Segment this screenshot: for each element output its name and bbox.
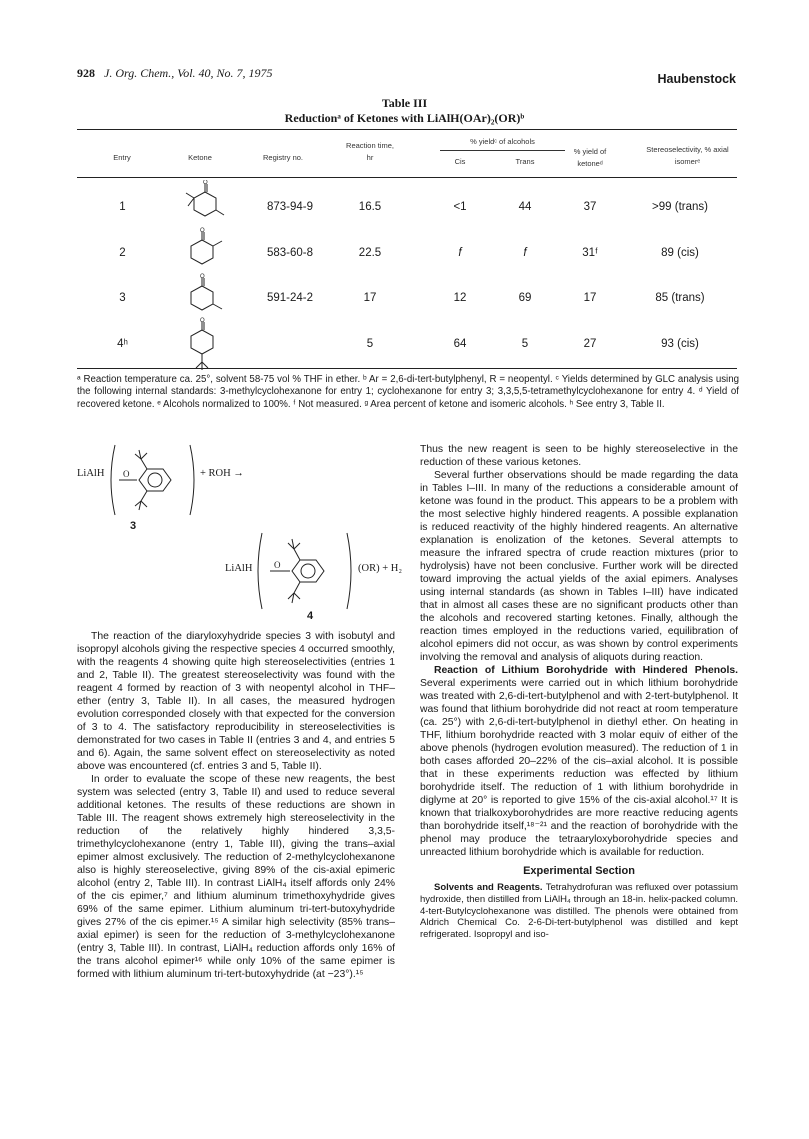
table-title: Reductionᵃ of Ketones with LiAlH(OAr)₂(OR)ᵇ — [284, 111, 525, 125]
reagent-lialh-right: LiAlH — [225, 563, 253, 574]
compound-label-4: 4 — [307, 610, 314, 622]
left-column — [77, 630, 395, 981]
svg-text:O: O — [123, 469, 130, 479]
paragraph: The reaction of the diaryloxyhydride species 3 with isobutyl and isopropyl alcohols giving the respective species 4 occurred smoothly, with the reagents 4 showing quite high stereoselectivities (entries 1 and 2, Table II). The greatest stereoselectivity was found with the reagent 4 formed by reaction of 3 with neopentyl alcohol in THF–ether (entry 3, Table II). In all cases, the measured hydrogen evolution corresponded closely with that expected for the conversion of 3 to 4. The satisfactory reproducibility in stereoselectivities is demonstrated for two cases in Table II (entries 3 and 4, and entries 5 and 6). Again, the same solvent effect on stereoselectivity as noted above was encountered (cf. entries 3 and 5, Table II). — [77, 631, 395, 772]
header-bottom-rule — [77, 177, 737, 178]
header-registry: Registry no. — [262, 153, 304, 162]
section-heading: Experimental Section — [523, 865, 635, 877]
aryloxy-structure-3 — [105, 440, 200, 520]
ketone-structure-4 — [182, 316, 226, 372]
cell-trans: f — [523, 247, 527, 259]
paragraph: Several further observations should be made regarding the data in Tables I–III. In many of the reductions a considerable amount of ketone was found in the product. This appears to be a problem with the most selective highly hindered reagents. A possible explanation is reduced reactivity of the highly hindered reagents. An alternative explanation is enolization of the ketones. Several attempts to measure the infrared spectra of crude reaction mixtures (prior to hydrolysis) have not been conclusive. Further work will be directed toward improving the actual yields of the axial epimers. Analyses using internal standards (as shown in Tables I–III) have indicated that in almost all cases these are no significant products other than the alcohols and recovered starting ketones. Finally, although the reaction times employed in the reductions varied, equilibration of alcohol epimers did not occur, as was shown by control experiments involving the removal and analysis of aliquots during reaction. — [420, 470, 738, 663]
cell-registry: 591-24-2 — [266, 292, 314, 304]
cell-cis: 64 — [453, 338, 467, 350]
svg-text:O: O — [200, 274, 205, 280]
svg-text:O: O — [274, 560, 281, 570]
ketone-structure-3 — [182, 272, 226, 318]
right-column — [420, 443, 738, 941]
running-header — [77, 66, 273, 81]
cell-ketone-yield: 31ᶠ — [582, 247, 598, 259]
svg-text:O: O — [200, 318, 205, 324]
cell-entry: 4ʰ — [117, 338, 128, 350]
table-bottom-rule — [77, 368, 737, 369]
cell-entry: 1 — [119, 201, 126, 213]
cell-registry: 583-60-8 — [266, 247, 314, 259]
cell-cis: f — [458, 247, 462, 259]
header-cis: Cis — [454, 157, 466, 166]
product-or-h2: (OR) + H₂ — [358, 563, 402, 574]
paragraph: In order to evaluate the scope of these new reagents, the best system was selected (entry 3, Table II) and used to reduce several additional ketones. The results of these reductions are shown in Table III. The reagent shows extremely high stereoselectivity in the reduction of the relatively highly hindered 3,3,5-trimethylcyclohexanone (entry 1, Table III), giving the trans–axial epimer almost exclusively. The reduction of 2-methylcyclohexanone also is highly stereoselective, giving 89% of the cis-axial epimeric alcohol (entry 2, Table III). In contrast LiAlH₄ itself affords only 24% of the cis epimer,⁷ and lithium aluminum trimethoxyhydride gives 69% of the same epimer. Lithium aluminum tri-tert-butoxyhydride gives 27% of the cis epimer.¹⁵ A similar high selectivity (85% trans–axial epimer) is seen for the reduction of 3-methylcyclohexanone (entry 3, Table III). In contrast, LiAlH₄ reduction affords only 16% of the trans alcohol epimer¹⁶ while only 10% of the same epimer is formed with lithium aluminum tri-tert-butoxyhydride (at −23°).¹⁵ — [77, 774, 395, 980]
header-yield-ketone: % yield of ketoneᵈ — [573, 147, 607, 168]
cell-trans: 69 — [518, 292, 532, 304]
subheader-rule — [440, 150, 565, 151]
reagent-lialh-left: LiAlH — [77, 468, 105, 479]
author-header: Haubenstock — [657, 72, 736, 86]
cell-stereo: 85 (trans) — [655, 292, 705, 304]
plus-roh-arrow: + ROH → — [200, 468, 244, 479]
header-reaction-time: Reaction time, hr — [346, 141, 394, 162]
header-trans: Trans — [515, 157, 535, 166]
cell-registry: 873-94-9 — [266, 201, 314, 213]
table-top-rule — [77, 129, 737, 130]
page-number: 928 — [77, 66, 95, 80]
paragraph: Solvents and Reagents. Tetrahydrofuran was refluxed over potassium hydroxide, then distilled from LiAlH₄ through an 18-in. helix-packed column. 4-tert-Butylcyclohexanone was distilled. The phenols were obtained from Aldrich Chemical Co. 2-6-Di-tert-butylphenol was distilled and kept refrigerated. Isopropyl and iso- — [420, 882, 738, 941]
aryloxy-structure-4 — [252, 528, 357, 614]
cell-stereo: 89 (cis) — [661, 247, 699, 259]
table-label: Table III — [381, 96, 428, 110]
header-ketone: Ketone — [188, 153, 212, 162]
cell-stereo: 93 (cis) — [661, 338, 699, 350]
cell-time: 5 — [366, 338, 374, 350]
cell-trans: 44 — [518, 201, 532, 213]
header-stereoselectivity: Stereoselectivity, % axial isomerᵉ — [646, 145, 729, 166]
cell-cis: 12 — [453, 292, 467, 304]
table-title-block — [0, 96, 809, 126]
cell-ketone-yield: 17 — [583, 292, 597, 304]
cell-ketone-yield: 37 — [583, 201, 597, 213]
cell-time: 16.5 — [358, 201, 382, 213]
header-entry: Entry — [113, 153, 131, 162]
journal-citation: J. Org. Chem., Vol. 40, No. 7, 1975 — [104, 66, 273, 80]
header-yield-alcohols: % yieldᶜ of alcohols — [470, 137, 535, 146]
cell-time: 22.5 — [358, 247, 382, 259]
svg-text:O: O — [203, 180, 208, 186]
paragraph: Thus the new reagent is seen to be highly stereoselective in the reduction of these various ketones. — [420, 444, 738, 468]
cell-time: 17 — [363, 292, 377, 304]
paragraph-heading: Solvents and Reagents. — [434, 882, 543, 893]
svg-text:O: O — [200, 228, 205, 234]
paragraph-heading: Reaction of Lithium Borohydride with Hindered Phenols. — [434, 665, 738, 676]
compound-label-3: 3 — [130, 520, 137, 532]
cell-entry: 2 — [119, 247, 126, 259]
cell-trans: 5 — [521, 338, 529, 350]
table-footnotes: ᵃ Reaction temperature ca. 25°, solvent 58-75 vol % THF in ether. ᵇ Ar = 2,6-di-tert-butylphenyl, R = neopentyl. ᶜ Yields determined by GLC analysis using the following internal standards: 3-methylcyclohexanone for entry 1; cyclohexanone for entry 3; 3,3,5,5-tetramethylcyclohexanone for entry 4. ᵈ Yield of recovered ketone. ᵉ Alcohols normalized to 100%. ᶠ Not measured. ᵍ Area percent of ketone and isomeric alcohols. ʰ See entry 3, Table II. — [77, 374, 739, 410]
cell-ketone-yield: 27 — [583, 338, 597, 350]
paragraph: Reaction of Lithium Borohydride with Hindered Phenols. Several experiments were carried out in which lithium borohydride was treated with 2,6-di-tert-butylphenol and with 2-tert-butylphenol. It was found that lithium borohydride did not react at room temperature (ca. 25°) with 2,6-di-tert-butylphenol in diethyl ether. On heating in THF, lithium borohydride reacted with 3 molar equiv of either of the above phenols (hydrogen evolution measured). The reduction of 1 in both cases afforded 20–22% of the cis–axial alcohol. It is possible that in these experiments reduction was effected by lithium borohydride itself. The reduction of 1 with lithium borohydride in diglyme at 20° is reported to give 15% of the cis-axial alcohol.¹⁷ It is known that trialkoxyborohydrides are more reactive reducing agents than borohydride itself,¹⁸⁻²¹ and the reaction of borohydride with the phenol may produce the tetraaryloxyborohydride species and unreacted lithium borohydride which is available for reduction. — [420, 665, 738, 858]
cell-cis: <1 — [453, 201, 467, 213]
ketone-structure-1 — [180, 180, 230, 226]
cell-entry: 3 — [119, 292, 126, 304]
ketone-structure-2 — [182, 226, 226, 272]
cell-stereo: >99 (trans) — [652, 201, 708, 213]
